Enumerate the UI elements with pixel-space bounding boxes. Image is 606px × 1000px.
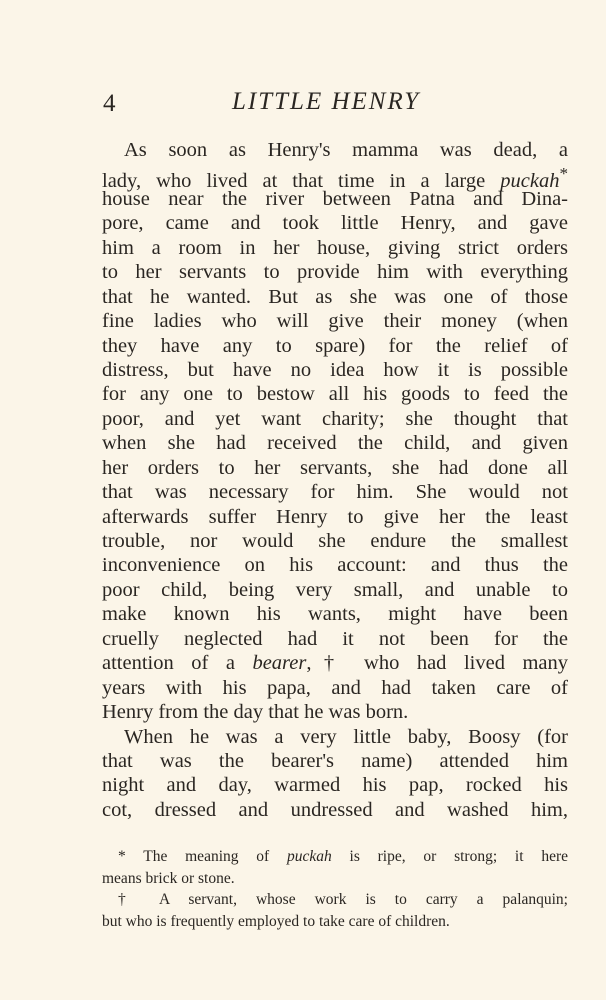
text-line: night and day, warmed his pap, rocked his bbox=[102, 774, 568, 797]
body-text bbox=[102, 138, 568, 822]
italic-word: bearer bbox=[252, 652, 307, 675]
text-line: attention of a bearer,† who had lived many bbox=[102, 652, 568, 675]
text-line: they have any to spare) for the relief of bbox=[102, 334, 568, 357]
text-line: that was necessary for him. She would not bbox=[102, 481, 568, 504]
text-line: When he was a very little baby, Boosy (for bbox=[124, 725, 568, 748]
text-line: make known his wants, might have been bbox=[102, 603, 568, 626]
text-line: to her servants to provide him with everything bbox=[102, 261, 568, 284]
text-line: trouble, nor would she endure the smallest bbox=[102, 530, 568, 552]
text-line: years with his papa, and had taken care of bbox=[102, 676, 568, 699]
italic-word: puckah bbox=[500, 170, 560, 193]
text-line: distress, but have no idea how it is possible bbox=[102, 358, 568, 381]
text-line: for any one to bestow all his goods to feed the bbox=[102, 383, 568, 406]
footnotes bbox=[102, 846, 568, 932]
text-line: pore, came and took little Henry, and gave bbox=[102, 212, 568, 235]
text-line: Henry from the day that he was born. bbox=[102, 701, 409, 724]
footnote-line: means brick or stone. bbox=[102, 869, 235, 887]
footnote-line: * The meaning of puckah is ripe, or strong; it here bbox=[118, 848, 568, 865]
text-line: fine ladies who will give their money (when bbox=[102, 310, 568, 333]
text-line: when she had received the child, and given bbox=[102, 432, 568, 455]
running-title: LITTLE HENRY bbox=[232, 88, 421, 115]
text-line: As soon as Henry's mamma was dead, a bbox=[124, 139, 568, 161]
page-number: 4 bbox=[103, 90, 116, 117]
text-line: him a room in her house, giving strict orders bbox=[102, 236, 568, 259]
footnote-mark: * bbox=[559, 164, 568, 184]
text-line: poor, and yet want charity; she thought that bbox=[102, 407, 568, 430]
text-line: cruelly neglected had it not been for the bbox=[102, 627, 568, 650]
text-line: poor child, being very small, and unable to bbox=[102, 578, 568, 601]
text-line: her orders to her servants, she had done all bbox=[102, 456, 568, 479]
text-line: lady, who lived at that time in a large puckah* bbox=[102, 164, 568, 193]
footnote-line: † A servant, whose work is to carry a palanquin; bbox=[118, 891, 568, 908]
text-line: afterwards suffer Henry to give her the least bbox=[102, 505, 568, 528]
footnote-line: but who is frequently employed to take care of children. bbox=[102, 912, 450, 930]
text-line: house near the river between Patna and Dina- bbox=[102, 187, 568, 210]
page-header bbox=[0, 88, 606, 122]
text-line: that he wanted. But as she was one of those bbox=[102, 285, 568, 308]
text-line: inconvenience on his account: and thus the bbox=[102, 554, 568, 577]
text-line: that was the bearer's name) attended him bbox=[102, 749, 568, 772]
text-line: cot, dressed and undressed and washed him, bbox=[102, 798, 568, 821]
